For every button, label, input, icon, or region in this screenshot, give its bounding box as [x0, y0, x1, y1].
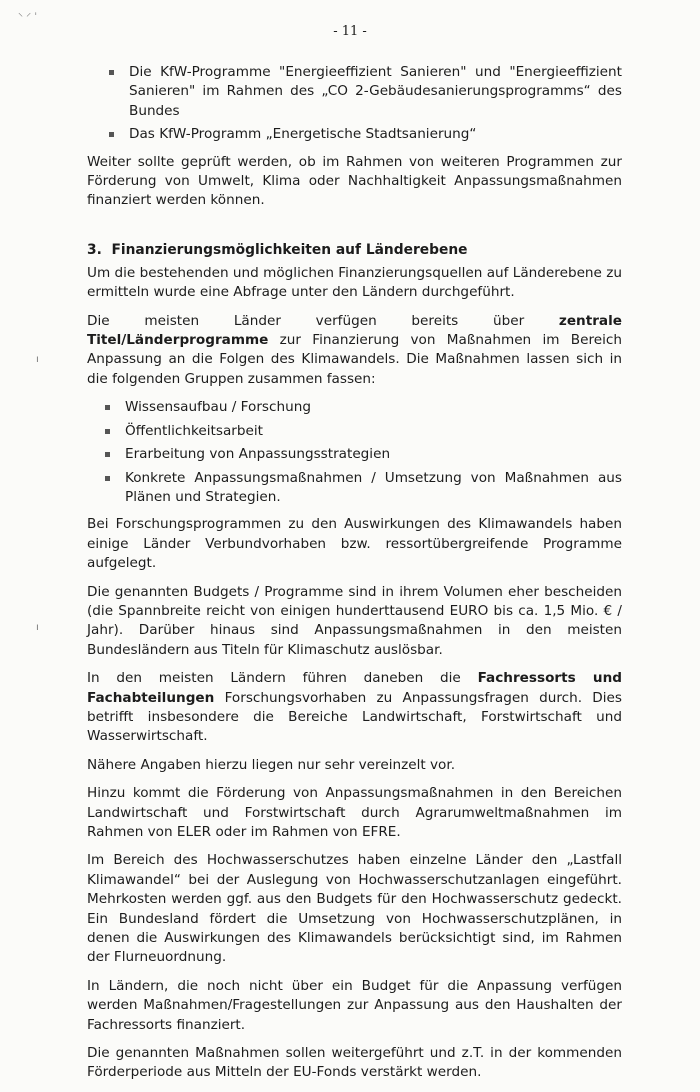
bullet-icon [105, 476, 110, 481]
section-heading: 3. Finanzierungsmöglichkeiten auf Länderebene [87, 241, 468, 258]
paragraph: Hinzu kommt die Förderung von Anpassungsmaßnahmen in den Bereichen Landwirtschaft und Forstwirtschaft durch Agrarumweltmaßnahmen im Rahmen von ELER oder im Rahmen von EFRE. [87, 785, 622, 840]
scan-mark: ⸌ ⸍ ˈ [18, 12, 38, 23]
paragraph: Die genannten Maßnahmen sollen weitergeführt und z.T. in der kommenden Förderperiode aus Mitteln der EU-Fonds verstärkt werden. [87, 1045, 622, 1081]
paragraph: In Ländern, die noch nicht über ein Budget für die Anpassung verfügen werden Maßnahmen/Fragestellungen zur Anpassung aus den Haushalten der Fachressorts finanziert. [87, 977, 622, 1033]
list-item: Wissensaufbau / Forschung [105, 398, 622, 417]
bullet-icon [109, 70, 114, 75]
list-item: Das KfW-Programm „Energetische Stadtsanierung“ [109, 125, 622, 144]
paragraph: Um die bestehenden und möglichen Finanzierungsquellen auf Länderebene zu ermitteln wurde eine Abfrage unter den Ländern durchgeführt. [87, 264, 622, 301]
paragraph: Die genannten Budgets / Programme sind in ihrem Volumen eher bescheiden (die Spannbreite reicht von einigen hunderttausend EURO bis ca. 1,5 Mio. € / Jahr). Darüber hinaus sind Anpassungsmaßnahmen in den meisten Bundesländern aus Titeln für Klimaschutz auslösbar. [87, 583, 622, 658]
margin-mark: ı [36, 354, 39, 365]
list-item: Erarbeitung von Anpassungsstrategien [105, 445, 622, 464]
bullet-icon [105, 452, 110, 457]
list-item: Konkrete Anpassungsmaßnahmen / Umsetzung von Maßnahmen aus Plänen und Strategien. [105, 469, 622, 508]
paragraph: Die meisten Länder verfügen bereits über zentrale Titel/Länderprogramme zur Finanzierung von Maßnahmen im Bereich Anpassung an die Folgen des Klimawandels. Die Maßnahmen lassen sich in die folgenden Gruppen zusammen fassen: [87, 312, 622, 387]
paragraph: Im Bereich des Hochwasserschutzes haben einzelne Länder den „Lastfall Klimawandel“ bei der Auslegung von Hochwasserschutzanlagen eingeführt. Mehrkosten werden ggf. aus den Budgets für den Hochwasserschutz gedeckt. Ein Bundesland fördert die Umsetzung von Hochwasserschutzplänen, in denen die Auswirkungen des Klimawandels berücksichtigt sind, im Rahmen der Flurneuordnung. [87, 852, 622, 966]
measure-group-list [105, 398, 622, 507]
kfw-program-list [109, 63, 622, 145]
bullet-icon [105, 405, 110, 410]
paragraph: Weiter sollte geprüft werden, ob im Rahmen von weiteren Programmen zur Förderung von Umwelt, Klima oder Nachhaltigkeit Anpassungsmaßnahmen finanziert werden können. [87, 153, 622, 209]
list-item: Öffentlichkeitsarbeit [105, 422, 622, 441]
margin-mark: ı [36, 622, 39, 633]
bullet-icon [105, 429, 110, 434]
document-body [87, 63, 622, 1092]
emphasis: zentrale Titel/Länderprogramme [87, 312, 622, 349]
bullet-icon [109, 132, 114, 137]
emphasis: Fachressorts und Fachabteilungen [87, 670, 622, 706]
list-item: Die KfW-Programme "Energieeffizient Sanieren" und "Energieeffizient Sanieren" im Rahmen des „CO 2-Gebäudesanierungsprogramms“ des Bundes [109, 63, 622, 121]
paragraph: In den meisten Ländern führen daneben die Fachressorts und Fachabteilungen Forschungsvorhaben zu Anpassungsfragen durch. Dies betrifft insbesondere die Bereiche Landwirtschaft, Forstwirtschaft und Wasserwirtschaft. [87, 670, 622, 745]
paragraph: Nähere Angaben hierzu liegen nur sehr vereinzelt vor. [87, 756, 456, 773]
page-number: - 11 - [333, 24, 367, 39]
paragraph: Bei Forschungsprogrammen zu den Auswirkungen des Klimawandels haben einige Länder Verbundvorhaben bzw. ressortübergreifende Programme aufgelegt. [87, 516, 622, 572]
